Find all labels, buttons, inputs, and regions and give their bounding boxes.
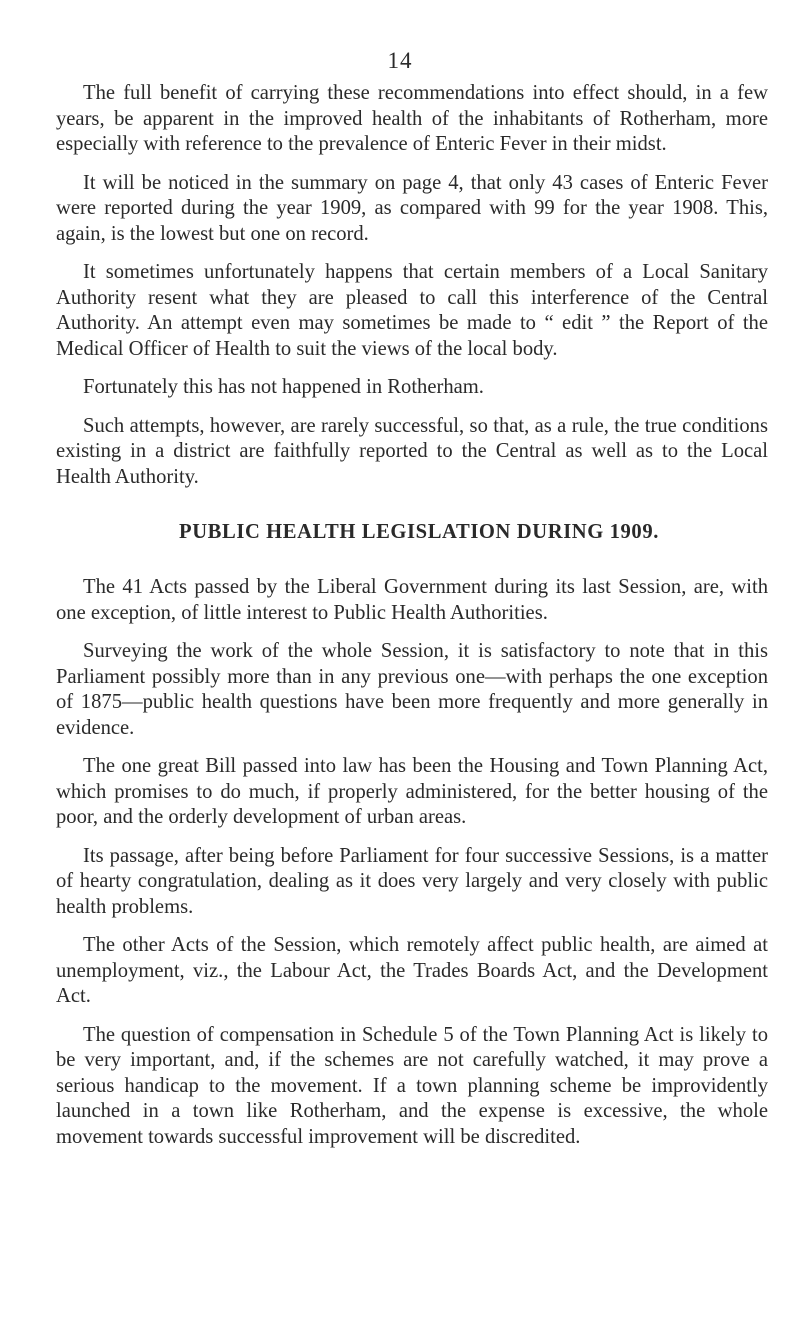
paragraph-interference: It sometimes unfortunately happens that certain members of a Local Sanitary Authority resent what they are pleased to call this interference of the Central Authority. An attempt even may sometimes be made to “ edit ” the Report of the Medical Officer of Health to suit the views of the local body.: [56, 261, 768, 360]
document-body: [56, 81, 768, 1163]
paragraph-such-attempts: Such attempts, however, are rarely successful, so that, as a rule, the true conditions existing in a district are faithfully reported to the Central as well as to the Local Health Authority.: [56, 414, 768, 488]
paragraph-passage: Its passage, after being before Parliament for four successive Sessions, is a matter of hearty congratulation, dealing as it does very largely and very closely with public health problems.: [56, 844, 768, 918]
paragraph-fortunately: Fortunately this has not happened in Rotherham.: [83, 376, 484, 398]
paragraph-surveying: Surveying the work of the whole Session, it is satisfactory to note that in this Parliament possibly more than in any previous one—with perhaps the one exception of 1875—public health questions have been more frequently and more generally in evidence.: [56, 640, 768, 739]
page-number: 14: [387, 48, 413, 73]
paragraph-housing-bill: The one great Bill passed into law has been the Housing and Town Planning Act, which promises to do much, if properly administered, for the better housing of the poor, and the orderly development of urban areas.: [56, 755, 768, 828]
paragraph-compensation: The question of compensation in Schedule 5 of the Town Planning Act is likely to be very important, and, if the schemes are not carefully watched, it may prove a serious handicap to the movement. If a town planning scheme be improvidently launched in a town like Rotherham, and the expense is excessive, the whole movement towards successful improvement will be discredited.: [56, 1023, 768, 1148]
paragraph-enteric-cases: It will be noticed in the summary on page 4, that only 43 cases of Enteric Fever were reported during the year 1909, as compared with 99 for the year 1908. This, again, is the lowest but one on record.: [56, 171, 768, 245]
paragraph-other-acts: The other Acts of the Session, which remotely affect public health, are aimed at unemployment, viz., the Labour Act, the Trades Boards Act, and the Development Act.: [56, 934, 768, 1007]
section-heading: PUBLIC HEALTH LEGISLATION DURING 1909.: [179, 521, 659, 543]
paragraph-41-acts: The 41 Acts passed by the Liberal Government during its last Session, are, with one exception, of little interest to Public Health Authorities.: [56, 576, 768, 624]
paragraph-full-benefit: The full benefit of carrying these recommendations into effect should, in a few years, be apparent in the improved health of the inhabitants of Rotherham, more especially with reference to the prevalence of Enteric Fever in their midst.: [56, 82, 768, 155]
